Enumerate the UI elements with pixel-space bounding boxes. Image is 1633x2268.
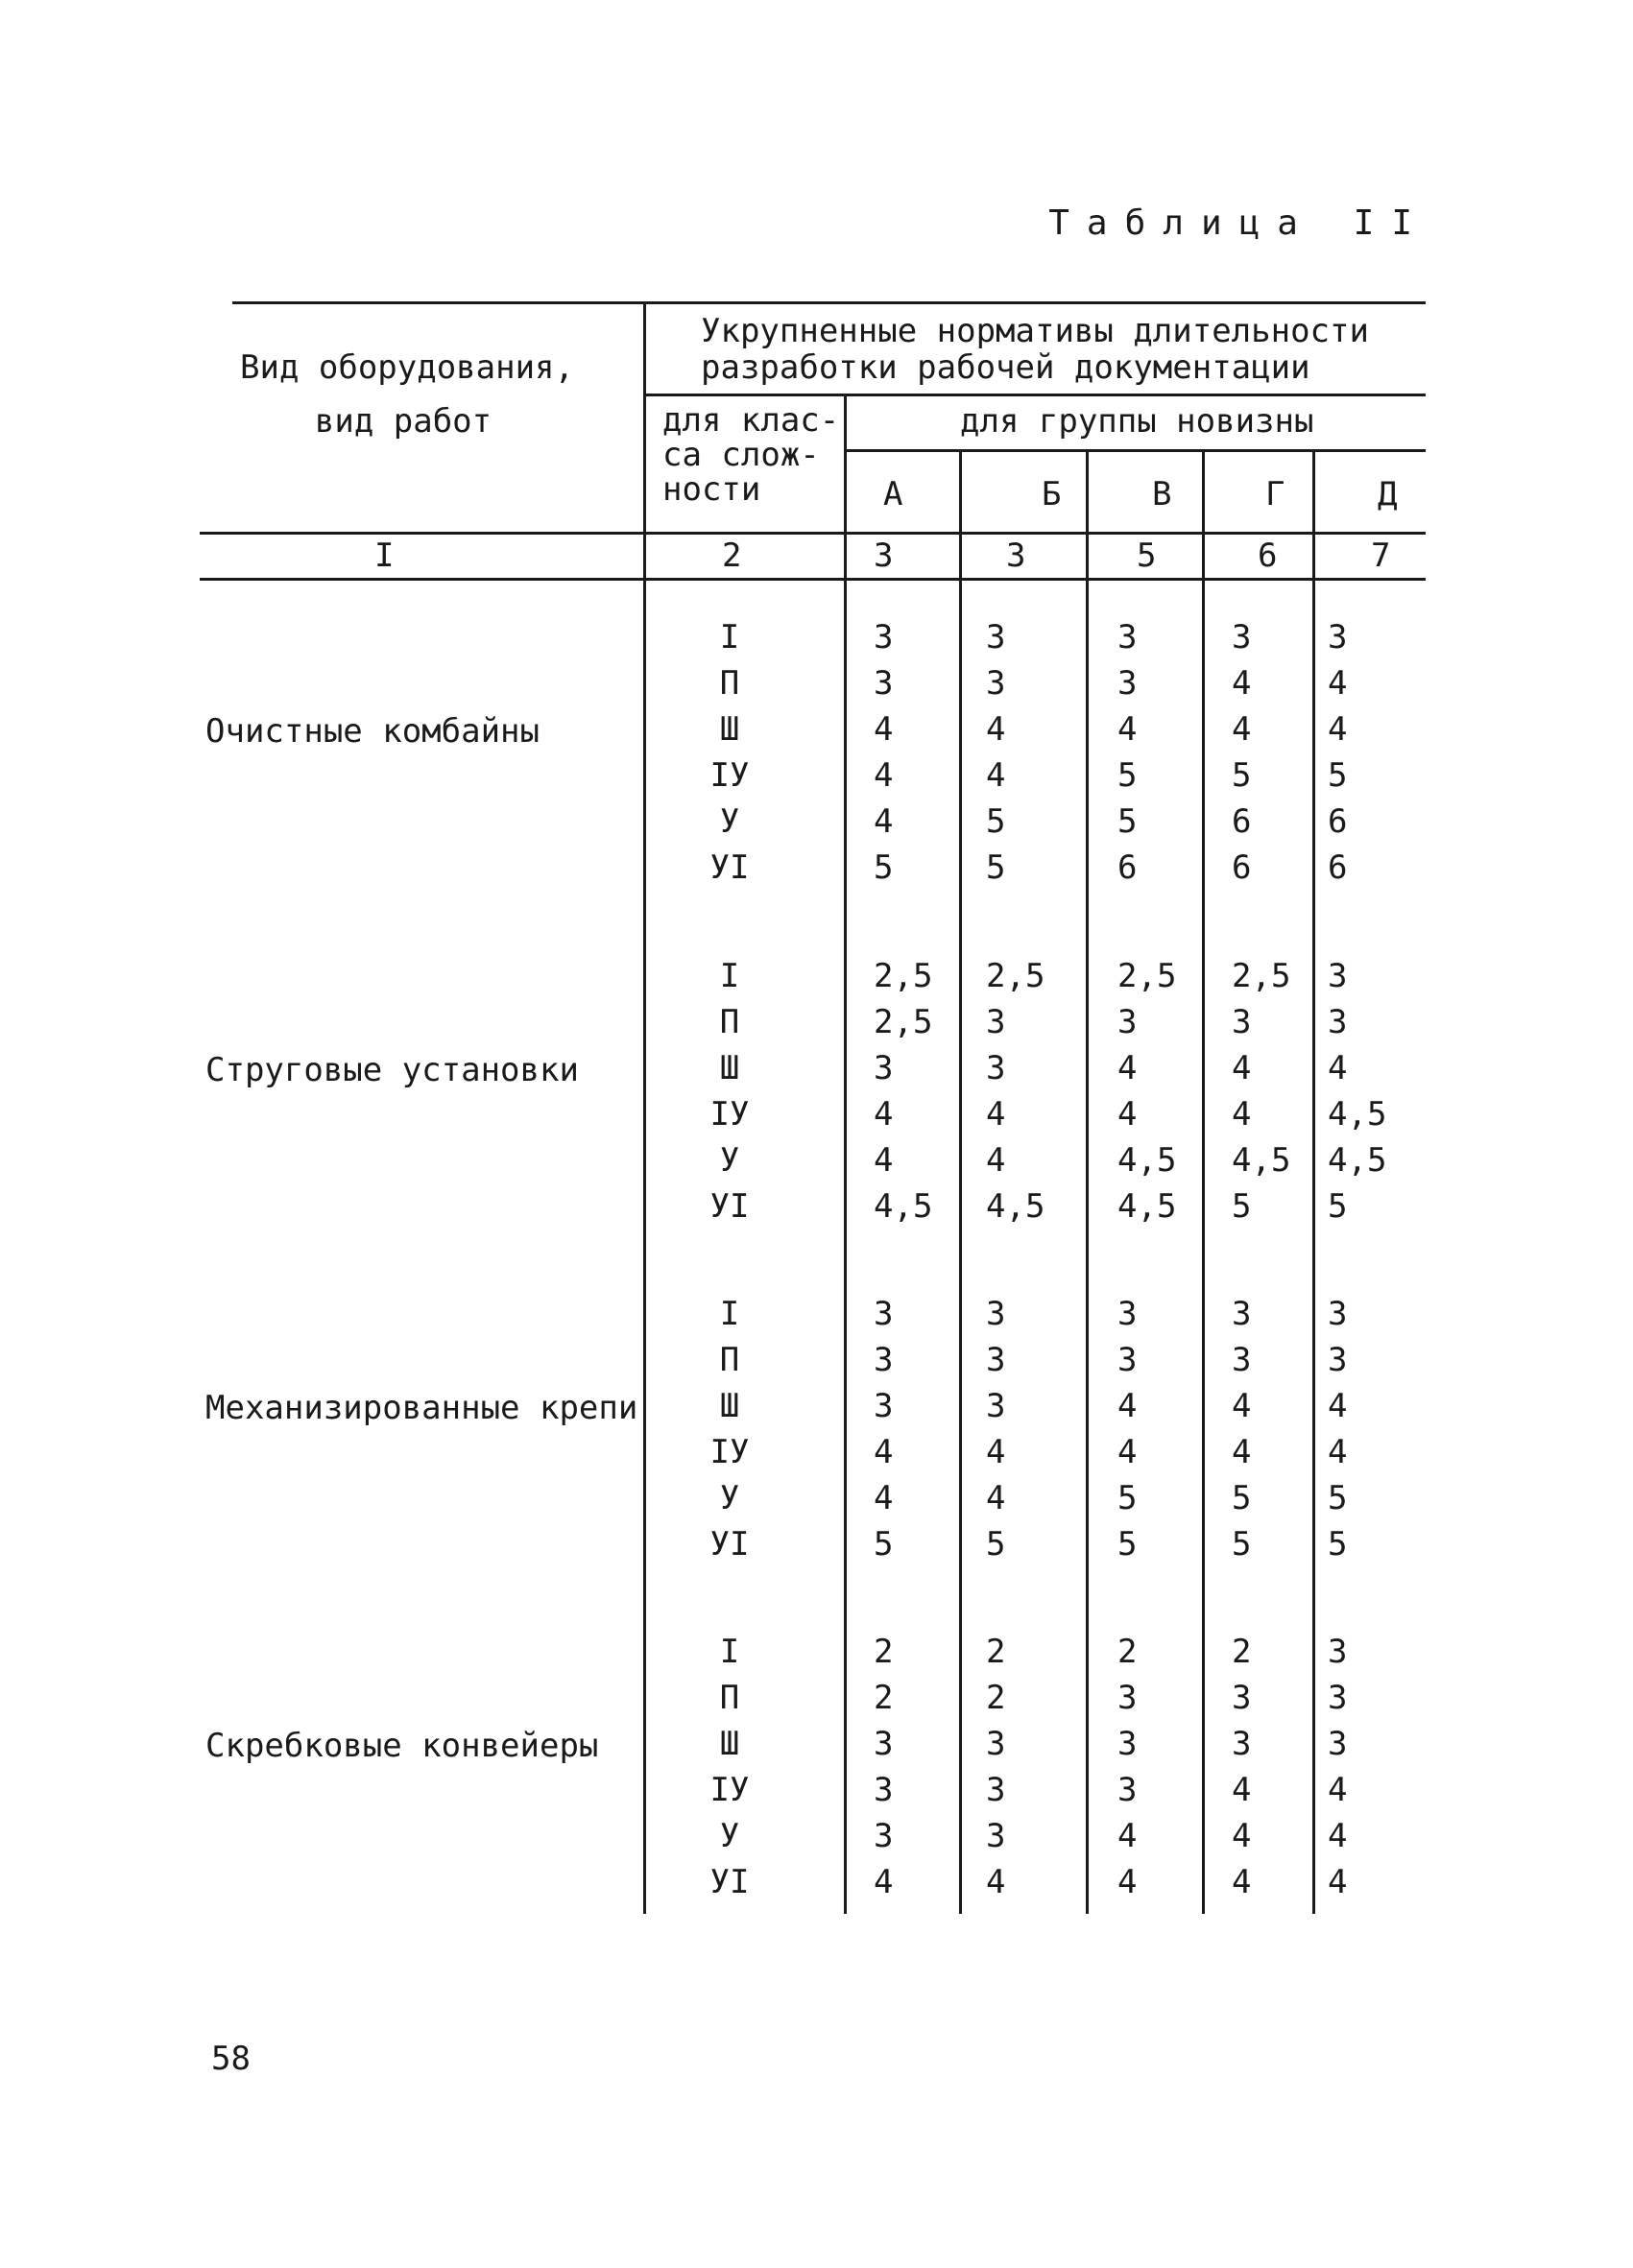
table-cell: 4 xyxy=(1117,1049,1138,1087)
table-cell: 5 xyxy=(1117,802,1138,841)
table-cell: 3 xyxy=(1328,1341,1348,1379)
table-cell: 3 xyxy=(1232,618,1252,657)
complexity-class: У xyxy=(719,1817,740,1855)
table-cell: 3 xyxy=(1328,618,1348,657)
complexity-class: П xyxy=(719,1003,740,1041)
section-name: Механизированные крепи xyxy=(205,1389,638,1427)
table-cell: 4 xyxy=(1328,1817,1348,1855)
table-cell: 4 xyxy=(1232,1095,1252,1134)
page-number: 58 xyxy=(211,2040,251,2078)
rule-numbers-bottom xyxy=(200,578,1426,581)
table-cell: 3 xyxy=(1117,1679,1138,1717)
table-cell: 5 xyxy=(1328,1479,1348,1517)
table-cell: 2 xyxy=(986,1633,1006,1671)
table-cell: 3 xyxy=(1117,664,1138,703)
complexity-class: I xyxy=(719,1633,740,1671)
column-number: I xyxy=(374,537,395,575)
table-cell: 5 xyxy=(1117,1479,1138,1517)
table-cell: 3 xyxy=(1232,1341,1252,1379)
table-cell: 3 xyxy=(874,664,894,703)
table-cell: 5 xyxy=(1232,1479,1252,1517)
table-cell: 4 xyxy=(1117,1863,1138,1901)
complexity-class: Ш xyxy=(719,1725,740,1763)
table-cell: 4 xyxy=(1232,710,1252,749)
table-cell: 3 xyxy=(874,1817,894,1855)
table-cell: 3 xyxy=(986,1771,1006,1809)
complexity-class: УI xyxy=(709,1525,750,1564)
complexity-class: У xyxy=(719,802,740,841)
table-cell: 3 xyxy=(1117,618,1138,657)
table-cell: 4 xyxy=(874,1141,894,1180)
header-novelty-group: для группы новизны xyxy=(960,402,1314,441)
table-cell: 4 xyxy=(1328,1863,1348,1901)
table-cell: 3 xyxy=(986,1817,1006,1855)
column-number: 3 xyxy=(874,537,894,575)
group-label: Д xyxy=(1378,475,1398,513)
table-cell: 6 xyxy=(1232,802,1252,841)
table-cell: 4 xyxy=(1117,1433,1138,1471)
column-number: 2 xyxy=(722,537,742,575)
table-cell: 3 xyxy=(1117,1295,1138,1333)
table-cell: 3 xyxy=(1117,1341,1138,1379)
table-cell: 3 xyxy=(1328,1725,1348,1763)
complexity-class: IУ xyxy=(709,756,750,795)
table-cell: 4 xyxy=(874,1479,894,1517)
table-cell: 3 xyxy=(986,618,1006,657)
table-cell: 2 xyxy=(1117,1633,1138,1671)
table-cell: 4,5 xyxy=(1328,1095,1387,1134)
table-cell: 4 xyxy=(874,1863,894,1901)
table-cell: 3 xyxy=(874,1771,894,1809)
vrule-col4 xyxy=(1086,449,1089,1914)
table-cell: 4,5 xyxy=(874,1187,933,1226)
table-cell: 3 xyxy=(986,1725,1006,1763)
table-cell: 3 xyxy=(1232,1679,1252,1717)
complexity-class: Ш xyxy=(719,1049,740,1087)
table-cell: 4 xyxy=(1117,710,1138,749)
complexity-class: I xyxy=(719,618,740,657)
complexity-class: УI xyxy=(709,848,750,887)
table-cell: 4 xyxy=(1328,1433,1348,1471)
table-cell: 4,5 xyxy=(1328,1141,1387,1180)
table-cell: 3 xyxy=(986,664,1006,703)
complexity-class: IУ xyxy=(709,1433,750,1471)
section-name: Очистные комбайны xyxy=(205,712,540,751)
table-cell: 2,5 xyxy=(986,957,1045,995)
table-cell: 4 xyxy=(1232,1387,1252,1425)
table-cell: 4 xyxy=(1232,1863,1252,1901)
table-cell: 2,5 xyxy=(1232,957,1291,995)
vrule-col6 xyxy=(1312,449,1315,1914)
table-cell: 3 xyxy=(1328,1679,1348,1717)
table-cell: 2,5 xyxy=(1117,957,1177,995)
table-cell: 6 xyxy=(1328,848,1348,887)
header-equipment: Вид оборудования, вид работ xyxy=(240,348,574,441)
complexity-class: УI xyxy=(709,1863,750,1901)
table-cell: 3 xyxy=(986,1003,1006,1041)
table-cell: 4 xyxy=(1328,664,1348,703)
table-cell: 4,5 xyxy=(1117,1141,1177,1180)
table-cell: 5 xyxy=(1117,756,1138,795)
table-cell: 4 xyxy=(986,1433,1006,1471)
column-number: 5 xyxy=(1137,537,1157,575)
complexity-class: I xyxy=(719,957,740,995)
complexity-class: I xyxy=(719,1295,740,1333)
rule-under-group xyxy=(844,449,1426,452)
table-cell: 3 xyxy=(1117,1725,1138,1763)
table-cell: 4 xyxy=(874,710,894,749)
table-cell: 3 xyxy=(874,1295,894,1333)
table-cell: 5 xyxy=(1117,1525,1138,1564)
table-cell: 3 xyxy=(986,1295,1006,1333)
table-cell: 3 xyxy=(1232,1725,1252,1763)
table-cell: 5 xyxy=(1232,1187,1252,1226)
group-label: Г xyxy=(1265,475,1285,513)
table-cell: 5 xyxy=(1328,756,1348,795)
header-norms: Укрупненные нормативы длительности разработки рабочей документации xyxy=(701,312,1369,387)
table-cell: 5 xyxy=(1232,756,1252,795)
table-cell: 2 xyxy=(1232,1633,1252,1671)
complexity-class: Ш xyxy=(719,1387,740,1425)
table-cell: 3 xyxy=(1328,1003,1348,1041)
table-cell: 3 xyxy=(986,1387,1006,1425)
table-cell: 2 xyxy=(986,1679,1006,1717)
complexity-class: IУ xyxy=(709,1095,750,1134)
table-cell: 4 xyxy=(1328,1049,1348,1087)
table-cell: 4 xyxy=(1117,1387,1138,1425)
table-cell: 4 xyxy=(1328,710,1348,749)
table-cell: 4 xyxy=(1117,1817,1138,1855)
group-label: А xyxy=(883,475,903,513)
group-label: В xyxy=(1152,475,1172,513)
table-cell: 3 xyxy=(1117,1003,1138,1041)
table-cell: 3 xyxy=(874,618,894,657)
complexity-class: Ш xyxy=(719,710,740,749)
table-cell: 4 xyxy=(874,1095,894,1134)
table-cell: 4 xyxy=(874,802,894,841)
table-cell: 4,5 xyxy=(986,1187,1045,1226)
complexity-class: П xyxy=(719,1679,740,1717)
complexity-class: УI xyxy=(709,1187,750,1226)
table-cell: 4 xyxy=(1232,1049,1252,1087)
table-cell: 4 xyxy=(1232,1817,1252,1855)
section-name: Скребковые конвейеры xyxy=(205,1727,599,1765)
table-cell: 5 xyxy=(1232,1525,1252,1564)
table-cell: 4 xyxy=(986,710,1006,749)
table-cell: 4,5 xyxy=(1117,1187,1177,1226)
table-cell: 4 xyxy=(986,756,1006,795)
table-cell: 4,5 xyxy=(1232,1141,1291,1180)
table-cell: 5 xyxy=(1328,1187,1348,1226)
table-cell: 3 xyxy=(874,1049,894,1087)
vrule-col5 xyxy=(1202,449,1205,1914)
table-cell: 3 xyxy=(874,1341,894,1379)
table-cell: 6 xyxy=(1232,848,1252,887)
header-complexity-class: для клас- са слож- ности xyxy=(662,401,840,509)
table-cell: 4 xyxy=(1328,1387,1348,1425)
table-cell: 2,5 xyxy=(874,957,933,995)
table-cell: 4 xyxy=(874,1433,894,1471)
table-cell: 4 xyxy=(986,1095,1006,1134)
table-cell: 5 xyxy=(874,848,894,887)
table-cell: 5 xyxy=(986,802,1006,841)
column-number: 3 xyxy=(1006,537,1026,575)
table-cell: 4 xyxy=(1232,664,1252,703)
table-cell: 3 xyxy=(874,1725,894,1763)
table-cell: 6 xyxy=(1328,802,1348,841)
table-cell: 5 xyxy=(986,1525,1006,1564)
table-cell: 4 xyxy=(986,1141,1006,1180)
table-cell: 3 xyxy=(1117,1771,1138,1809)
table-cell: 4 xyxy=(1117,1095,1138,1134)
complexity-class: П xyxy=(719,664,740,703)
table-cell: 4 xyxy=(1232,1433,1252,1471)
table-cell: 3 xyxy=(1328,957,1348,995)
complexity-class: У xyxy=(719,1141,740,1180)
table-cell: 4 xyxy=(1328,1771,1348,1809)
table-cell: 2 xyxy=(874,1633,894,1671)
table-cell: 4 xyxy=(1232,1771,1252,1809)
table-cell: 3 xyxy=(1328,1633,1348,1671)
table-cell: 3 xyxy=(1328,1295,1348,1333)
column-number: 6 xyxy=(1258,537,1278,575)
complexity-class: П xyxy=(719,1341,740,1379)
complexity-class: У xyxy=(719,1479,740,1517)
table-cell: 4 xyxy=(874,756,894,795)
vrule-col1 xyxy=(643,301,646,1914)
vrule-col2 xyxy=(844,394,847,1914)
table-cell: 5 xyxy=(986,848,1006,887)
table-cell: 5 xyxy=(1328,1525,1348,1564)
section-name: Струговые установки xyxy=(205,1051,579,1089)
table-cell: 3 xyxy=(874,1387,894,1425)
table-cell: 6 xyxy=(1117,848,1138,887)
rule-top xyxy=(232,301,1426,304)
column-number: 7 xyxy=(1371,537,1391,575)
group-label: Б xyxy=(1042,475,1062,513)
table-cell: 3 xyxy=(986,1049,1006,1087)
table-cell: 4 xyxy=(986,1863,1006,1901)
table-cell: 3 xyxy=(1232,1003,1252,1041)
complexity-class: IУ xyxy=(709,1771,750,1809)
table-cell: 3 xyxy=(1232,1295,1252,1333)
table-cell: 3 xyxy=(986,1341,1006,1379)
table-cell: 5 xyxy=(874,1525,894,1564)
table-title: Таблица II xyxy=(1048,203,1429,243)
table-cell: 2 xyxy=(874,1679,894,1717)
rule-header-bottom xyxy=(200,532,1426,535)
vrule-col3 xyxy=(959,449,962,1914)
table-cell: 4 xyxy=(986,1479,1006,1517)
table-cell: 2,5 xyxy=(874,1003,933,1041)
rule-under-norms xyxy=(643,394,1426,396)
